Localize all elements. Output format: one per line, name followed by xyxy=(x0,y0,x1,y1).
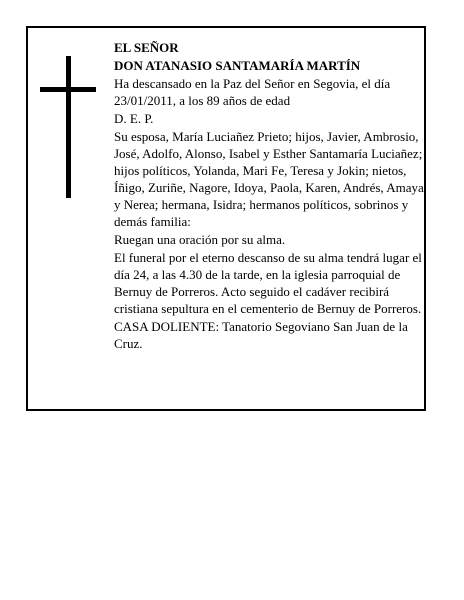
death-info: Ha descansado en la Paz del Señor en Segovia, el día 23/01/2011, a los 89 años de edad xyxy=(114,76,391,108)
obituary-notice xyxy=(26,26,426,411)
title-line-1: EL SEÑOR xyxy=(114,40,179,55)
notice-body xyxy=(114,39,424,353)
cross-horizontal-bar xyxy=(40,87,96,92)
deceased-name: DON ATANASIO SANTAMARÍA MARTÍN xyxy=(114,58,361,73)
family-list: Su esposa, María Luciañez Prieto; hijos, Javier, Ambrosio, José, Adolfo, Alonso, Isabel y Esther Santamaría Luciañez; hijos políticos, Yolanda, Mari Fe, Teresa y Jokin; nietos, Íñigo, Zuriñe, Nagore, Idoya, Paola, Karen, Andrés, Amaya y Nerea; hermana, Isidra; hermanos políticos, sobrinos y demás familia: xyxy=(114,129,424,229)
funeral-details: El funeral por el eterno descanso de su alma tendrá lugar el día 24, a las 4.30 de la tarde, en la iglesia parroquial de Bernuy de Porreros. Acto seguido el cadáver recibirá cristiana sepultura en el cementerio de Bernuy de Porreros. xyxy=(114,250,422,316)
mourning-house: CASA DOLIENTE: Tanatorio Segoviano San Juan de la Cruz. xyxy=(114,319,408,351)
prayer-request: Ruegan una oración por su alma. xyxy=(114,232,286,247)
cross-icon xyxy=(40,56,96,198)
cross-vertical-bar xyxy=(66,56,71,198)
rip-text: D. E. P. xyxy=(114,111,154,126)
